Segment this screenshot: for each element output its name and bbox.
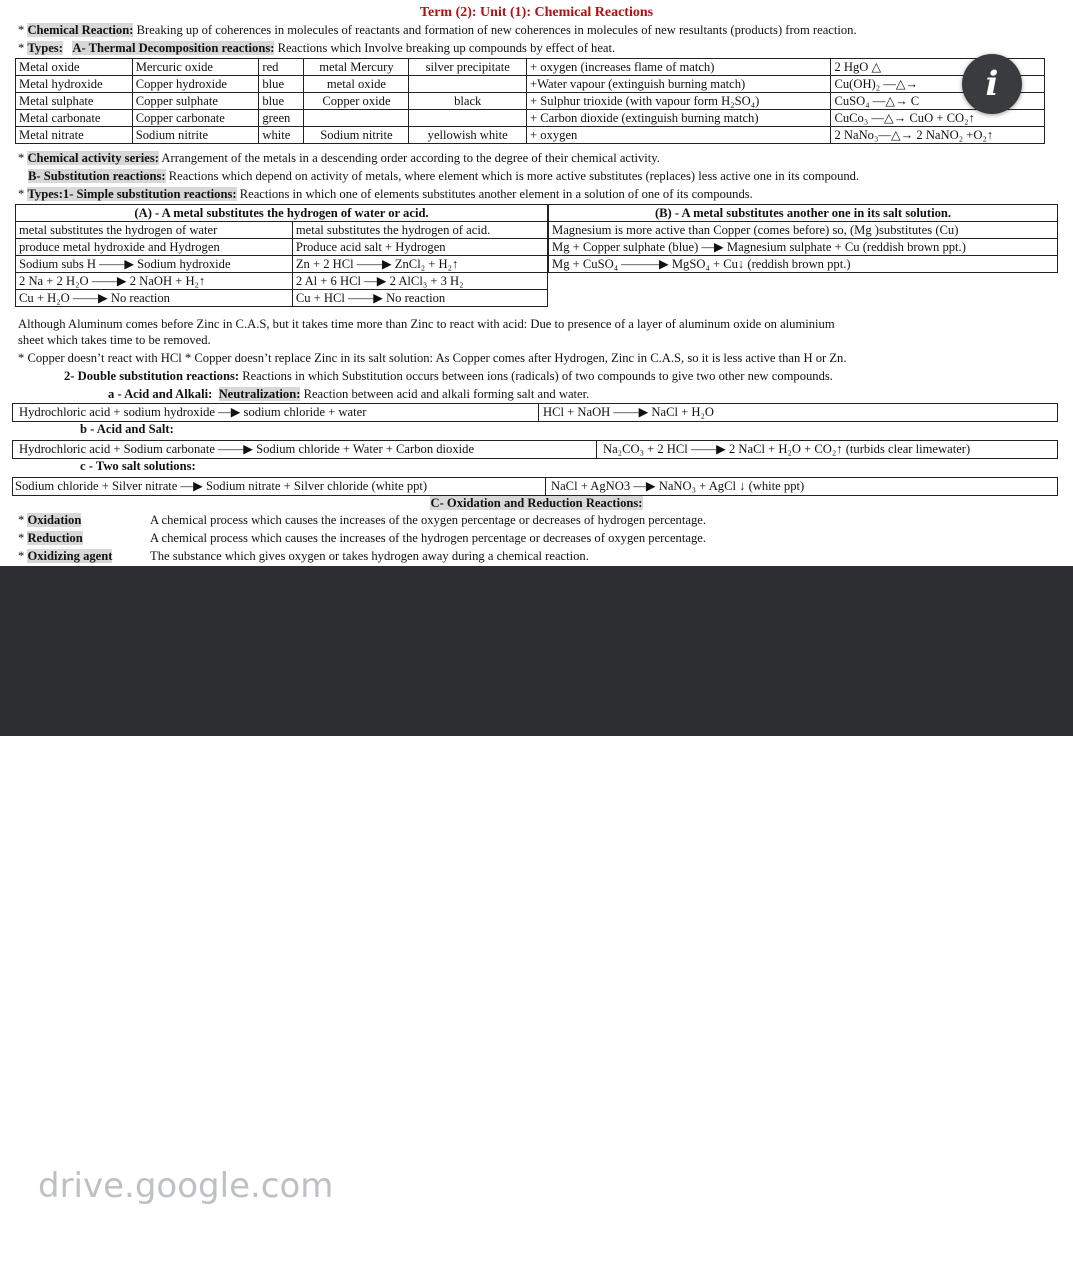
copper-note: * Copper doesn’t react with HCl * Copper doesn’t replace Zinc in its salt solution: As Copper comes after Hydrogen, Zinc in C.A.S, so it is less active than H or Zn. (18, 351, 847, 365)
acid-salt-box: Hydrochloric acid + Sodium carbonate ——▶ Sodium chloride + Water + Carbon dioxide Na₂CO₃ + 2 HCl ——▶ 2 NaCl + H₂O + CO₂↑ (turbids clear limewater) (12, 440, 1058, 459)
thermal-cell: Metal hydroxide (16, 76, 133, 93)
page-title: Term (2): Unit (1): Chemical Reactions (419, 5, 654, 20)
thermal-cell: Metal sulphate (16, 93, 133, 110)
thermal-cell: Copper oxide (304, 93, 409, 110)
simple-substitution-line: * Types:1- Simple substitution reactions: Reactions in which one of elements substitutes another element in a solution of one of its compounds. (18, 187, 753, 201)
thermal-row (16, 59, 1045, 76)
thermal-cell: + oxygen (527, 127, 831, 144)
chemical-reaction-definition: * Chemical Reaction: Breaking up of coherences in molecules of reactants and formation of new coherences in molecules of new resultants (products) from reaction. (18, 23, 857, 37)
sub-a-row (16, 222, 548, 239)
sub-a-cell: Zn + 2 HCl ——▶ ZnCl₂ + H₂↑ (292, 256, 547, 273)
sub-b-cell: Mg + Copper sulphate (blue) —▶ Magnesium sulphate + Cu (reddish brown ppt.) (549, 239, 1058, 256)
thermal-cell: blue (259, 76, 304, 93)
pdf-page (0, 0, 1073, 566)
acid-alkali-heading: a - Acid and Alkali: Neutralization: Reaction between acid and alkali forming salt and water. (108, 387, 590, 401)
thermal-cell: 2 HgO △ (831, 59, 1045, 76)
aluminum-note-2: sheet which takes time to be removed. (18, 333, 211, 347)
two-salt-box: Sodium chloride + Silver nitrate —▶ Sodium nitrate + Silver chloride (white ppt) NaCl + AgNO3 —▶ NaNO₃ + AgCl ↓ (white ppt) (12, 477, 1058, 496)
thermal-cell: yellowish white (409, 127, 527, 144)
thermal-cell: + Carbon dioxide (extinguish burning match) (527, 110, 831, 127)
thermal-cell: + Sulphur trioxide (with vapour form H₂SO₄) (527, 93, 831, 110)
redox-item: * Oxidation A chemical process which causes the increases of the oxygen percentage or decreases of hydrogen percentage. (18, 513, 706, 527)
thermal-row (16, 127, 1045, 144)
thermal-cell: Copper carbonate (132, 110, 259, 127)
aluminum-note-1: Although Aluminum comes before Zinc in C.A.S, but it takes time more than Zinc to react with acid: Due to presence of a layer of aluminum oxide on aluminium (18, 317, 835, 331)
sub-a-heading: (A) - A metal substitutes the hydrogen of water or acid. (16, 205, 548, 222)
redox-heading: C- Oxidation and Reduction Reactions: (430, 496, 643, 510)
redox-item: * Reduction A chemical process which causes the increases of the hydrogen percentage or decreases of oxygen percentage. (18, 531, 706, 545)
drive-file-info-bar (0, 566, 1073, 1268)
sub-b-row (549, 256, 1058, 273)
thermal-cell: blue (259, 93, 304, 110)
thermal-cell: metal Mercury (304, 59, 409, 76)
thermal-cell: black (409, 93, 527, 110)
substitution-table-b (548, 204, 1058, 273)
thermal-cell: Copper sulphate (132, 93, 259, 110)
thermal-cell: silver precipitate (409, 59, 527, 76)
redox-term: Reduction (27, 531, 83, 545)
thermal-cell: Cu(OH)₂ —△→ (831, 76, 1045, 93)
sub-b-row (549, 222, 1058, 239)
redox-definition: A chemical process which causes the increases of the oxygen percentage or decreases of hydrogen percentage. (150, 513, 706, 527)
thermal-cell: green (259, 110, 304, 127)
thermal-types-line: * Types: A- Thermal Decomposition reactions: Reactions which Involve breaking up compounds by effect of heat. (18, 41, 616, 55)
sub-a-cell: 2 Al + 6 HCl —▶ 2 AlCl₃ + 3 H₂ (292, 273, 547, 290)
sub-a-row (16, 290, 548, 307)
thermal-cell: Copper hydroxide (132, 76, 259, 93)
info-button[interactable]: i (962, 54, 1022, 114)
sub-a-row (16, 239, 548, 256)
sub-a-cell: 2 Na + 2 H₂O ——▶ 2 NaOH + H₂↑ (16, 273, 293, 290)
thermal-cell: +Water vapour (extinguish burning match) (527, 76, 831, 93)
sub-a-cell: metal substitutes the hydrogen of acid. (292, 222, 547, 239)
thermal-cell (304, 110, 409, 127)
sub-a-cell: produce metal hydroxide and Hydrogen (16, 239, 293, 256)
thermal-row (16, 76, 1045, 93)
thermal-cell: Metal nitrate (16, 127, 133, 144)
source-domain: drive.google.com (38, 1166, 334, 1206)
redox-term: Oxidation (27, 513, 82, 527)
sub-a-row (16, 256, 548, 273)
redox-definition: A chemical process which causes the increases of the hydrogen percentage or decreases of oxygen percentage. (150, 531, 706, 545)
substitution-definition: B- Substitution reactions: Reactions which depend on activity of metals, where element which is more active substitutes (replaces) less active one in its compound. (28, 169, 860, 183)
sub-a-cell: Cu + H₂O ——▶ No reaction (16, 290, 293, 307)
thermal-decomposition-table (15, 58, 1045, 144)
double-substitution-line: 2- Double substitution reactions: Reactions in which Substitution occurs between ions (radicals) of two compounds to give two other new compounds. (64, 369, 833, 383)
sub-b-row (549, 239, 1058, 256)
thermal-cell: red (259, 59, 304, 76)
redox-term: Oxidizing agent (27, 549, 113, 563)
substitution-table-a (15, 204, 548, 307)
sub-a-cell: Sodium subs H ——▶ Sodium hydroxide (16, 256, 293, 273)
sub-b-cell: Magnesium is more active than Copper (comes before) so, (Mg )substitutes (Cu) (549, 222, 1058, 239)
activity-series-definition: * Chemical activity series: Arrangement of the metals in a descending order according to the degree of their chemical activity. (18, 151, 660, 165)
thermal-label: A- Thermal Decomposition reactions: (72, 41, 275, 55)
thermal-cell: Metal oxide (16, 59, 133, 76)
file-name: 5olasa 2022.pdf (38, 1222, 361, 1268)
thermal-cell: Sodium nitrite (132, 127, 259, 144)
thermal-cell: + oxygen (increases flame of match) (527, 59, 831, 76)
acid-salt-heading: b - Acid and Salt: (80, 422, 174, 436)
sub-b-heading: (B) - A metal substitutes another one in its salt solution. (549, 205, 1058, 222)
thermal-cell: CuCo₃ —△→ CuO + CO₂↑ (831, 110, 1045, 127)
thermal-cell: metal oxide (304, 76, 409, 93)
thermal-cell: Mercuric oxide (132, 59, 259, 76)
sub-a-cell: Cu + HCl ——▶ No reaction (292, 290, 547, 307)
thermal-cell: Sodium nitrite (304, 127, 409, 144)
sub-a-cell: metal substitutes the hydrogen of water (16, 222, 293, 239)
thermal-cell (409, 76, 527, 93)
acid-alkali-box: Hydrochloric acid + sodium hydroxide —▶ sodium chloride + water HCl + NaOH ——▶ NaCl + H₂O (12, 403, 1058, 422)
sub-a-cell: Produce acid salt + Hydrogen (292, 239, 547, 256)
sub-a-row (16, 273, 548, 290)
thermal-row (16, 110, 1045, 127)
sub-b-cell: Mg + CuSO₄ ———▶ MgSO₄ + Cu↓ (reddish brown ppt.) (549, 256, 1058, 273)
redox-item: * Oxidizing agent The substance which gives oxygen or takes hydrogen away during a chemical reaction. (18, 549, 589, 563)
thermal-row (16, 93, 1045, 110)
types-label: Types: (27, 41, 63, 55)
thermal-cell: Metal carbonate (16, 110, 133, 127)
chemical-reaction-label: Chemical Reaction: (27, 23, 134, 37)
two-salt-heading: c - Two salt solutions: (80, 459, 196, 473)
thermal-cell: white (259, 127, 304, 144)
thermal-cell (409, 110, 527, 127)
redox-definition: The substance which gives oxygen or takes hydrogen away during a chemical reaction. (150, 549, 589, 563)
thermal-cell: 2 NaNo₃—△→ 2 NaNO₂ +O₂↑ (831, 127, 1045, 144)
thermal-cell: CuSO₄ —△→ C (831, 93, 1045, 110)
